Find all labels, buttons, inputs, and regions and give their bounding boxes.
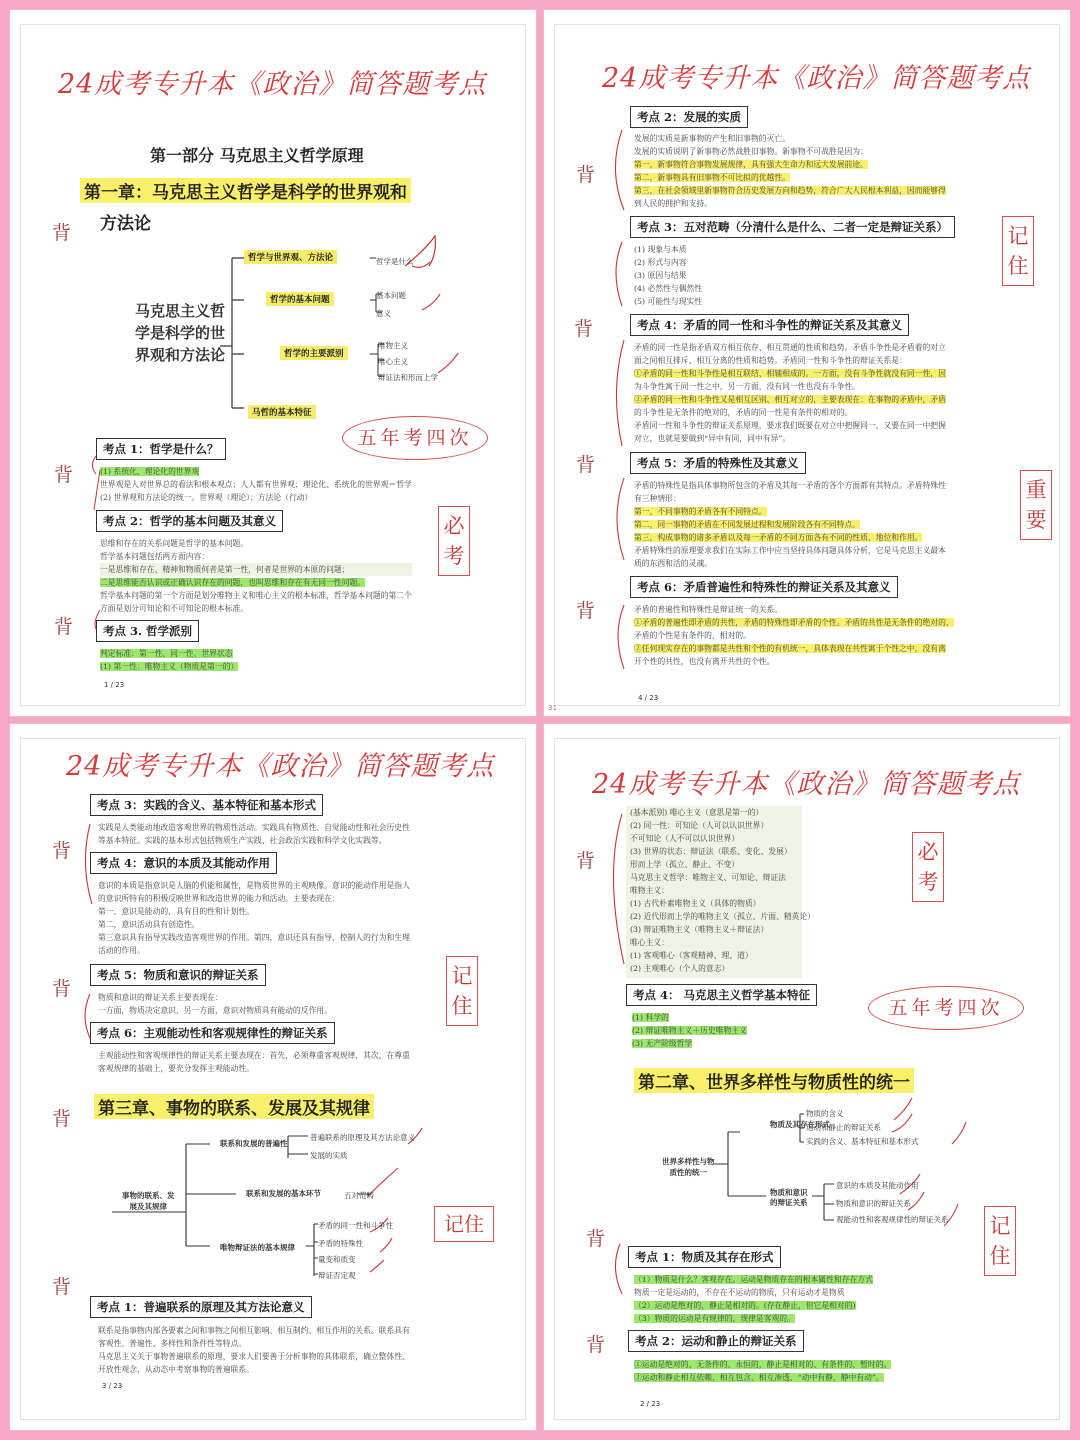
note-zhongyao: 重要 xyxy=(1020,470,1052,540)
mindmap-branch: 哲学的基本问题 xyxy=(266,292,334,306)
mindmap-leaf: 五对范畴 xyxy=(344,1191,374,1200)
note-bei: 背 xyxy=(52,222,72,244)
kaodian-1-text: 联系是指事物内部各要素之间和事物之间相互影响、相互制约、相互作用的关系。联系具有 客观性、普遍性、多样性和条件性等特点。 马克思主义关于事物普遍联系的原理，要求人们要善于分析事物的具体联系，确立整体性、 开放性观念，从动态中考察事物的普遍联系。 xyxy=(98,1326,410,1374)
mindmap-leaf: 矛盾的同一性和斗争性 xyxy=(318,1221,393,1230)
kaodian-6: 考点 6：主观能动性和客观规律性的辩证关系 xyxy=(90,1022,335,1044)
kaodian-1: 考点 1：物质及其存在形式 xyxy=(628,1246,781,1268)
mindmap-leaf: 发展的实质 xyxy=(310,1151,348,1160)
mindmap-branch: 唯物辩证法的基本规律 xyxy=(220,1243,295,1252)
mindmap-root: 世界多样性与物 质性的统一 xyxy=(662,1157,715,1177)
mindmap-branch: 物质及其存在形式 xyxy=(770,1120,830,1129)
mindmap-branch: 哲学的主要派别 xyxy=(280,346,348,360)
kaodian-5-text: 矛盾的特殊性是指具体事物所包含的矛盾及其每一矛盾的各个方面都有其特点。矛盾特殊性 有三种情形： 第一，不同事物的矛盾各有不同特点。 第二，同一事物的矛盾在不同发展过程和发展阶段各有不同特点。 第三，构成事物的诸多矛盾以及每一矛盾的不同方面各有不同的性质、地位和作用。 矛盾特殊性的原理要求我们在实际工作中应当坚持具体问题具体分析，它是马克思主义最本 质的东西和活的灵魂。 xyxy=(634,481,946,568)
kaodian-4-text: 意识的本质是指意识是人脑的机能和属性，是物质世界的主观映像。意识的能动作用是指人 的意识所特有的积极反映世界和改造世界的能力和活动。主要表现在： 第一，意识是能动的，具有目的性和计划性。 第二，意识活动具有创造性。 第三意识具有指导实践改造客观世界的作用。第四，意识还具有指导、控制人的行为和生理 活动的作用。 xyxy=(98,881,410,955)
note-jizhu: 记住 xyxy=(446,956,478,1026)
page-panel-2 xyxy=(544,10,1070,716)
kaodian-5: 考点 5：矛盾的特殊性及其意义 xyxy=(630,452,806,474)
note-bei: 背 xyxy=(576,600,596,622)
kaodian-1: 考点 1：哲学是什么？ xyxy=(96,438,226,460)
kaodian-6-text: 主观能动性和客观规律性的辩证关系主要表现在：首先，必须尊重客观规律，其次，在尊重 客观规律的基础上，要充分发挥主观能动性。 xyxy=(98,1051,410,1073)
page-title: 24成考专升本《政治》简答题考点 xyxy=(592,762,1020,801)
page-title: 24成考专升本《政治》简答题考点 xyxy=(66,744,494,783)
mindmap-root: 事物的联系、发 展及其规律 xyxy=(122,1191,175,1211)
note-wunian: 五年考四次 xyxy=(868,986,1024,1030)
mindmap-leaf: 普遍联系的原理及其方法论意义 xyxy=(310,1133,415,1142)
kaodian-2: 考点 2：发展的实质 xyxy=(630,106,748,128)
kaodian-2-text: 发展的实质是新事物的产生和旧事物的灭亡。 发展的实质说明了新事物必然战胜旧事物。新事物不可战胜是因为： 第一，新事物符合事物发展规律，具有强大生命力和远大发展前途。 第二，新事物具有旧事物不可比拟的优越性。 第三，在社会领域里新事物符合历史发展方向和趋势，符合广大人民根本利益，因而能够得 到人民的拥护和支持。 xyxy=(634,134,946,208)
mindmap-branch: 物质和意识 的辩证关系 xyxy=(770,1188,808,1207)
chapter-heading: 第一章：马克思主义哲学是科学的世界观和 xyxy=(80,178,411,203)
page-number: 3 / 23 xyxy=(102,1382,123,1390)
page-panel-1 xyxy=(10,10,536,716)
mindmap-branch: 联系和发展的基本环节 xyxy=(246,1189,321,1198)
mindmap-leaf: 意识的本质及其能动作用 xyxy=(836,1181,919,1190)
kaodian-5: 考点 5：物质和意识的辩证关系 xyxy=(90,964,266,986)
mindmap-branch: 哲学与世界观、方法论 xyxy=(244,250,337,264)
kaodian-3: 考点 3：五对范畴（分清什么是什么、二者一定是辩证关系） xyxy=(630,216,955,238)
page-number: 2 / 23 xyxy=(640,1400,661,1408)
mindmap-leaf: 辩证否定观 xyxy=(318,1271,356,1280)
kaodian-2-text: ①运动是绝对的、无条件的、永恒的，静止是相对的、有条件的、暂时的。 ②运动和静止相互依赖、相互包含、相互渗透，“动中有静，静中有动”。 xyxy=(634,1360,892,1382)
kaodian-4: 考点 4：意识的本质及其能动作用 xyxy=(90,852,277,874)
chapter-heading: 第三章、事物的联系、发展及其规律 xyxy=(94,1094,374,1119)
mindmap-branch: 联系和发展的普遍性 xyxy=(220,1139,288,1148)
mindmap-leaf: 辩证法和形而上学 xyxy=(378,373,438,382)
kaodian-3-text: (1) 现象与本质 (2) 形式与内容 (3) 原因与结果 (4) 必然性与偶然性 (5) 可能性与现实性 xyxy=(634,245,703,306)
kaodian-3: 考点 3：实践的含义、基本特征和基本形式 xyxy=(90,794,323,816)
kaodian-2-text: 思维和存在的关系问题是哲学的基本问题。 哲学基本问题包括两方面内容： 一是思维和存在、精神和物质何者是第一性，何者是世界的本原的问题； 二是思维能否认识或正确认识存在的问题，也叫思维和存在有无同一性问题。 哲学基本问题的第一个方面是划分唯物主义和唯心主义的根本标准，哲学基本问题的第二个 方面是划分可知论和不可知论的根本标准。 xyxy=(100,539,412,613)
kaodian-3-text: 实践是人类能动地改造客观世界的物质性活动。实践具有物质性、自觉能动性和社会历史性 等基本特征。实践的基本形式包括物质生产实践、社会政治实践和科学文化实践等。 xyxy=(98,823,410,845)
part-heading: 第一部分 马克思主义哲学原理 xyxy=(150,146,364,165)
note-jizhu: 记住 xyxy=(1002,216,1034,286)
note-bei: 背 xyxy=(52,1276,72,1298)
page-number: 1 / 23 xyxy=(104,681,125,689)
note-bei: 背 xyxy=(52,1108,72,1130)
mindmap-leaf: 物质的含义 xyxy=(806,1109,844,1118)
note-bei: 背 xyxy=(54,464,74,486)
mindmap-leaf: 唯心主义 xyxy=(378,357,408,366)
chapter-heading-cont: 方法论 xyxy=(100,214,151,234)
note-jizhu: 记住 xyxy=(984,1206,1016,1276)
mindmap-leaf: 矛盾的特殊性 xyxy=(318,1239,363,1248)
note-bikao: 必考 xyxy=(912,832,944,902)
mindmap-leaf: 运动和静止的辩证关系 xyxy=(806,1123,881,1132)
mindmap-leaf: 量变和质变 xyxy=(318,1255,356,1264)
note-bei: 背 xyxy=(586,1228,606,1250)
kaodian-1-text: (1) 系统化、理论化的世界观 世界观是人对世界总的看法和根本观点；人人都有世界观；理论化、系统化的世界观＝哲学 (2) 世界观和方法论的统一。世界观（理论）；方法论（行动） xyxy=(100,467,412,502)
page-number: 4 / 23 xyxy=(638,694,659,702)
faction-summary: (基本派别) 唯心主义（意思是第一的） (2) 同一性：可知论（人可以认识世界） 不可知论（人不可以认识世界） (3) 世界的状态：辩证法（联系、变化、发展） 形而上学（孤立、静止、不变） 马克思主义哲学：唯物主义、可知论、辩证法 唯物主义： (1) 古代朴素唯物主义（具体的物质） (2) 近代形而上学的唯物主义（孤立、片面、精英论） (3) 辩证唯物主义（唯物主义＋辩证法） 唯心主义： (1) 客观唯心（客观精神、理、道） (2) 主观唯心（个人的意志） xyxy=(630,808,816,973)
note-bei: 背 xyxy=(576,454,596,476)
note-bei: 背 xyxy=(52,978,72,1000)
mindmap-leaf: 观能动性和客观规律性的辩证关系 xyxy=(836,1215,949,1224)
chapter-heading: 第二章、世界多样性与物质性的统一 xyxy=(634,1068,914,1093)
mindmap-leaf: 意义 xyxy=(376,309,391,318)
mindmap-leaf: 实践的含义、基本特征和基本形式 xyxy=(806,1137,919,1146)
kaodian-5-text: 物质和意识的辩证关系主要表现在： 一方面，物质决定意识，另一方面，意识对物质具有能动的反作用。 xyxy=(98,993,332,1015)
note-bei: 背 xyxy=(52,840,72,862)
kaodian-4-text: (1) 科学的 (2) 辩证唯物主义＋历史唯物主义 (3) 无产阶级哲学 xyxy=(632,1013,747,1048)
page-panel-4 xyxy=(544,724,1070,1430)
kaodian-3-text: 判定标准：第一性、同一性、世界状态 (1) 第一性：唯物主义（物质是第一的） xyxy=(100,649,239,671)
note-bei: 背 xyxy=(586,1334,606,1356)
kaodian-1-text: （1）物质是什么？客观存在。运动是物质存在的根本属性和存在方式 物质一定是运动的，不存在不运动的物质，只有运动才是物质 （2）运动是绝对的，静止是相对的。(存在静止，但它是相对的) （3）物质的运动是有规律的，规律是客观的。 xyxy=(634,1275,873,1323)
note-bei: 背 xyxy=(576,164,596,186)
kaodian-3: 考点 3. 哲学派别 xyxy=(96,620,199,642)
page-title: 24成考专升本《政治》简答题考点 xyxy=(58,62,486,101)
note-bei: 背 xyxy=(574,318,594,340)
kaodian-2: 考点 2：运动和静止的辩证关系 xyxy=(628,1330,804,1352)
kaodian-4-text: 矛盾的同一性是指矛盾双方相互依存、相互贯通的性质和趋势。矛盾斗争性是矛盾着的对立 面之间相互排斥、相互分离的性质和趋势。矛盾同一性和斗争性的辩证关系是： ①矛盾的同一性和斗争性是相互联结、相辅相成的。一方面，没有斗争性就没有同一性，因 为斗争性寓于同一性之中，另一方面，没有同一性也没有斗争性。 ②矛盾的同一性和斗争性又是相互区别、相互对立的，主要表现在：在事物的矛盾中，矛盾 的斗争性是无条件的绝对的，矛盾的同一性是有条件的相对的。 矛盾同一性和斗争性的辩证关系原理，要求我们既要在对立中把握同一，又要在同一中把握 对立，也就是要做到“异中有同，同中有异”。 xyxy=(634,343,946,443)
mindmap-leaf: 基本问题 xyxy=(376,291,406,300)
kaodian-2: 考点 2：哲学的基本问题及其意义 xyxy=(96,510,283,532)
kaodian-4: 考点 4：矛盾的同一性和斗争性的辩证关系及其意义 xyxy=(630,314,909,336)
edge-number: 31 xyxy=(548,704,557,712)
page-panel-3 xyxy=(10,724,536,1430)
mindmap-leaf: 物质和意识的辩证关系 xyxy=(836,1199,911,1208)
note-bikao: 必考 xyxy=(438,506,470,576)
note-jizhu: 记住 xyxy=(434,1206,494,1242)
note-bei: 背 xyxy=(54,616,74,638)
note-bei: 背 xyxy=(576,850,596,872)
kaodian-6-text: 矛盾的普遍性和特殊性是辩证统一的关系。 ①矛盾的普遍性即矛盾的共性，矛盾的特殊性即矛盾的个性。矛盾的共性是无条件的绝对的， 矛盾的个性是有条件的、相对的。 ②任何现实存在的事物都是共性和个性的有机统一，具体表现在共性寓于个性之中，没有离 开个性的共性，也没有离开共性的个性。 xyxy=(634,605,954,666)
kaodian-1: 考点 1：普遍联系的原理及其方法论意义 xyxy=(90,1296,312,1318)
note-wunian: 五年考四次 xyxy=(342,416,488,460)
kaodian-4: 考点 4： 马克思主义哲学基本特征 xyxy=(626,984,817,1006)
mindmap-leaf: 唯物主义 xyxy=(378,341,408,350)
kaodian-6: 考点 6：矛盾普遍性和特殊性的辩证关系及其意义 xyxy=(630,576,898,598)
mindmap-leaf: 哲学是什么 xyxy=(376,257,414,266)
mindmap-branch: 马哲的基本特征 xyxy=(248,405,316,419)
page-title: 24成考专升本《政治》简答题考点 xyxy=(602,56,1030,95)
mindmap-root: 马克思主义哲 学是科学的世 界观和方法论 xyxy=(134,302,225,364)
